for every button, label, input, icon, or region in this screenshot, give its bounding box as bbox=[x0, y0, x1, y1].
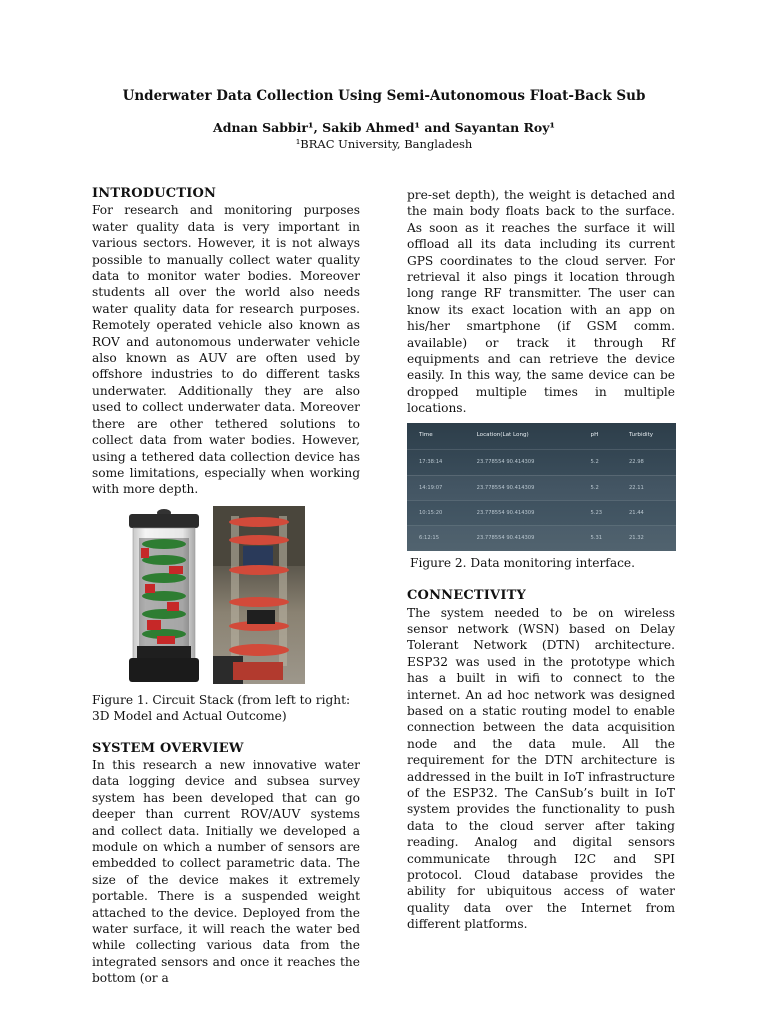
circuit-stack-photo-image bbox=[213, 506, 305, 684]
table-cell: 5.31 bbox=[579, 526, 617, 551]
figure-1-caption: Figure 1. Circuit Stack (from left to right: 3D Model and Actual Outcome) bbox=[92, 692, 351, 724]
right-column bbox=[407, 187, 675, 933]
figure-2-caption: Figure 2. Data monitoring interface. bbox=[410, 555, 635, 570]
connectivity-heading: CONNECTIVITY bbox=[407, 588, 526, 604]
system-overview-heading: SYSTEM OVERVIEW bbox=[92, 740, 244, 756]
table-cell: 17:38:14 bbox=[407, 450, 465, 475]
circuit-stack-3d-model-image bbox=[127, 508, 205, 684]
table-cell: 21.32 bbox=[617, 526, 676, 551]
left-column bbox=[92, 186, 360, 987]
system-overview-text: In this research a new innovative water data logging device and subsea survey system has been developed that can go deeper than current ROV/AUV systems and collect data. Initially we developed a module on which a number of sensors are embedded to collect parametric data. The size of the device makes it extremely portable. There is a suspended weight attached to the device. Deployed from the water surface, it will reach the water bed while collecting various data from the integrated sensors and once it reaches the bottom (or a bbox=[92, 757, 360, 986]
introduction-heading: INTRODUCTION bbox=[92, 186, 217, 201]
system-overview-continuation: pre-set depth), the weight is detached and the main body floats back to the surface. As soon as it reaches the surface it will offload all its data including its current GPS coordinates to the cloud server. For retrieval it also pings it location through long range RF transmitter. The user can know its exact location with an app on his/her smartphone (if GSM comm. available) or track it through Rf equipments and can retrieve the device easily. In this way, the same device can be dropped multiple times in multiple locations. bbox=[407, 188, 675, 416]
data-monitoring-table bbox=[407, 423, 676, 551]
table-cell: 23.778554 90.414309 bbox=[465, 500, 579, 525]
table-row bbox=[407, 475, 676, 500]
table-header-time: Time bbox=[419, 431, 433, 438]
paper-affiliation: ¹BRAC University, Bangladesh bbox=[295, 137, 473, 151]
table-cell: 5.2 bbox=[579, 475, 617, 500]
table-cell: 5.2 bbox=[579, 450, 617, 475]
table-header-ph: pH bbox=[590, 431, 599, 438]
table-cell: 14:19:07 bbox=[407, 475, 465, 500]
table-row bbox=[407, 450, 676, 475]
table-cell: 23.778554 90.414309 bbox=[465, 450, 579, 475]
circuit-stack-photo-drawing bbox=[213, 506, 305, 684]
figure-1 bbox=[92, 508, 360, 686]
connectivity-text: The system needed to be on wireless sensor network (WSN) based on Delay Tolerant Network (DTN) architecture. ESP32 was used in the prototype which has a built in wifi to connect to the internet. An ad hoc network was designed based on a static routing model to enable connection between the data acquisition node and the data mule. All the requirement for the DTN architecture is addressed in the built in IoT infrastructure of the ESP32. The CanSub’s built in IoT system provides the functionality to push data to the cloud server after taking reading. Analog and digital sensors communicate through I2C and SPI protocol. Cloud database provides the ability for ubiquitous access of water quality data over the Internet from different platforms. bbox=[407, 605, 675, 932]
table-cell: 21.44 bbox=[617, 500, 676, 525]
paper-title: Underwater Data Collection Using Semi-Autonomous Float-Back Sub bbox=[122, 88, 646, 104]
table-header-turbidity: Turbidity bbox=[628, 431, 654, 438]
data-monitoring-interface-image bbox=[407, 423, 676, 551]
table-row bbox=[407, 526, 676, 551]
table-cell: 22.11 bbox=[617, 475, 676, 500]
table-header-location: Location(Lat Long) bbox=[476, 431, 529, 438]
paper-authors: Adnan Sabbir¹, Sakib Ahmed¹ and Sayantan Roy¹ bbox=[213, 120, 555, 135]
table-cell: 22.98 bbox=[617, 450, 676, 475]
introduction-text: For research and monitoring purposes water quality data is very important in various sectors. However, it is not always possible to manually collect water quality data to monitor water bodies. Moreover students all over the world also needs water quality data for research purposes. Remotely operated vehicle also known as ROV and autonomous underwater vehicle also known as AUV are often used by offshore industries to do different tasks underwater. Additionally they are also used to collect underwater data. Moreover there are other tethered solutions to collect data from water bodies. However, using a tethered data collection device has some limitations, especially when working with more depth. bbox=[92, 203, 360, 497]
table-cell: 23.778554 90.414309 bbox=[465, 526, 579, 551]
table-cell: 6:12:15 bbox=[407, 526, 465, 551]
table-cell: 5.23 bbox=[579, 500, 617, 525]
table-row bbox=[407, 500, 676, 525]
table-cell: 10:15:20 bbox=[407, 500, 465, 525]
table-cell: 23.778554 90.414309 bbox=[465, 475, 579, 500]
